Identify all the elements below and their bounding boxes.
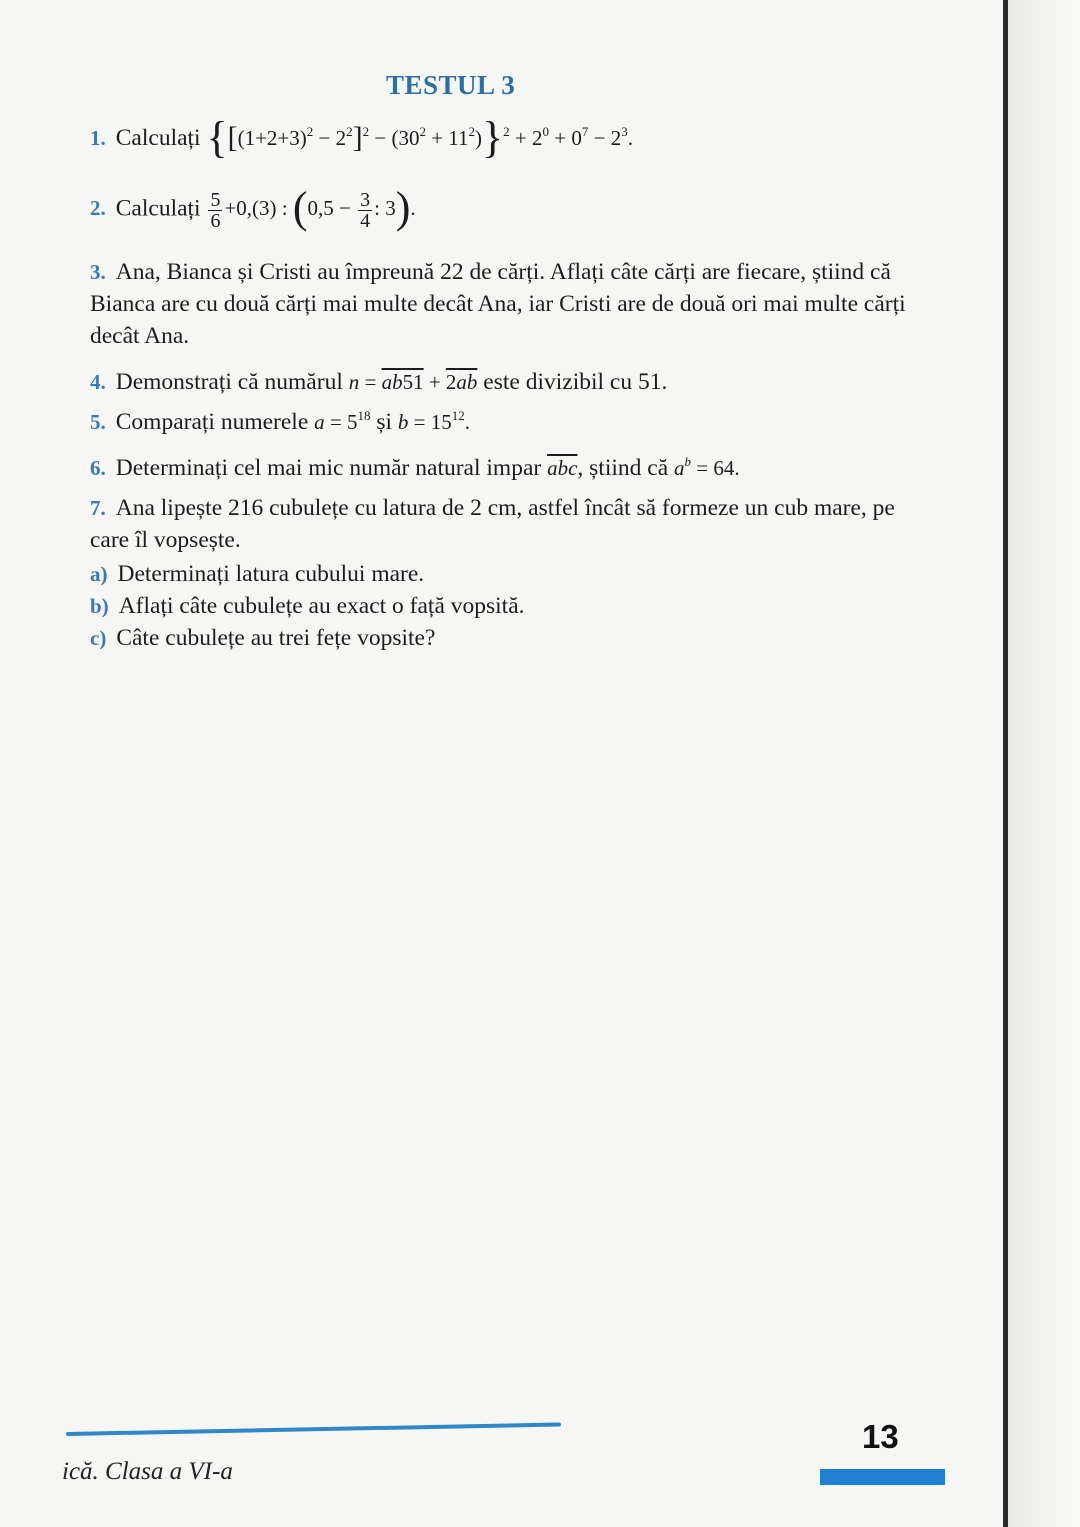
- page-edge-shadow: [1008, 0, 1080, 1527]
- math-expression-1: $\{[(1+2+3)^2 - 2^2]^2 - (30^2 + 11^2)\}^2 + 2^0 + 0^7 - 2^3$.: [206, 113, 633, 162]
- math-expression-6b: $a^b = 64$.: [674, 454, 740, 480]
- problem-text: Calculați: [115, 195, 201, 222]
- math-expression-2: $\frac{5}{6}$ +0,(3) : (0,5 − $\frac{3}{4}$ : 3).: [210, 183, 416, 233]
- problem-text: Determinați cel mai mic număr natural impar: [115, 455, 542, 481]
- problem-number: 6.: [90, 456, 106, 480]
- sub-item-label: c): [90, 626, 107, 650]
- sub-item-c: [90, 622, 435, 654]
- sub-item-text: Câte cubulețe au trei fețe vopsite?: [116, 625, 436, 651]
- page-number-bar: [820, 1469, 945, 1485]
- problem-3: [90, 256, 920, 352]
- problem-1: [90, 113, 920, 162]
- sub-item-label: a): [90, 562, 108, 586]
- footer-book-title: ică. Clasa a VI-a: [62, 1458, 233, 1485]
- page-number: 13: [862, 1418, 899, 1455]
- problem-4: [90, 366, 920, 398]
- problem-text-tail: , știind că: [577, 455, 669, 481]
- problem-text: Calculați: [115, 125, 201, 151]
- problem-text: Comparați numerele: [115, 409, 309, 435]
- math-expression-5a: $a = 5^{18}$: [314, 408, 371, 434]
- sub-item-label: b): [90, 594, 109, 618]
- problem-number: 3.: [90, 260, 106, 284]
- sub-item-a: [90, 558, 424, 590]
- problem-number: 2.: [90, 196, 106, 221]
- page-title: TESTUL 3: [386, 70, 516, 100]
- problem-number: 4.: [90, 370, 106, 394]
- conjunction: și: [376, 409, 393, 435]
- footer-rule: [66, 1422, 561, 1436]
- sub-item-text: Determinați latura cubului mare.: [117, 561, 425, 587]
- math-expression-6a: $\overline{abc}$: [547, 456, 578, 480]
- page-edge: [1003, 0, 1008, 1527]
- problem-5: [90, 406, 920, 438]
- math-expression-4: n = ab51 + 2ab: [348, 370, 478, 394]
- problem-text: Ana lipește 216 cubulețe cu latura de 2 cm, astfel încât să formeze un cub mare, pe care îl vopsește.: [90, 495, 895, 553]
- sub-item-b: [90, 590, 525, 622]
- problem-6: [90, 452, 920, 484]
- math-expression-5b: $b = 15^{12}$.: [397, 408, 470, 434]
- problem-number: 5.: [90, 410, 106, 434]
- problem-text: Ana, Bianca și Cristi au împreună 22 de cărți. Aflați câte cărți are fiecare, știind că Bianca are cu două cărți mai multe decât Ana, iar Cristi are de două ori mai multe cărți decât Ana.: [90, 259, 906, 349]
- problem-2: [90, 183, 920, 233]
- problem-number: 1.: [90, 126, 106, 150]
- sub-item-text: Aflați câte cubulețe au exact o față vopsită.: [118, 593, 525, 619]
- problem-text: Demonstrați că numărul: [115, 369, 343, 395]
- problem-number: 7.: [90, 496, 106, 520]
- problem-text-tail: este divizibil cu 51.: [483, 369, 668, 395]
- problem-7: [90, 492, 920, 556]
